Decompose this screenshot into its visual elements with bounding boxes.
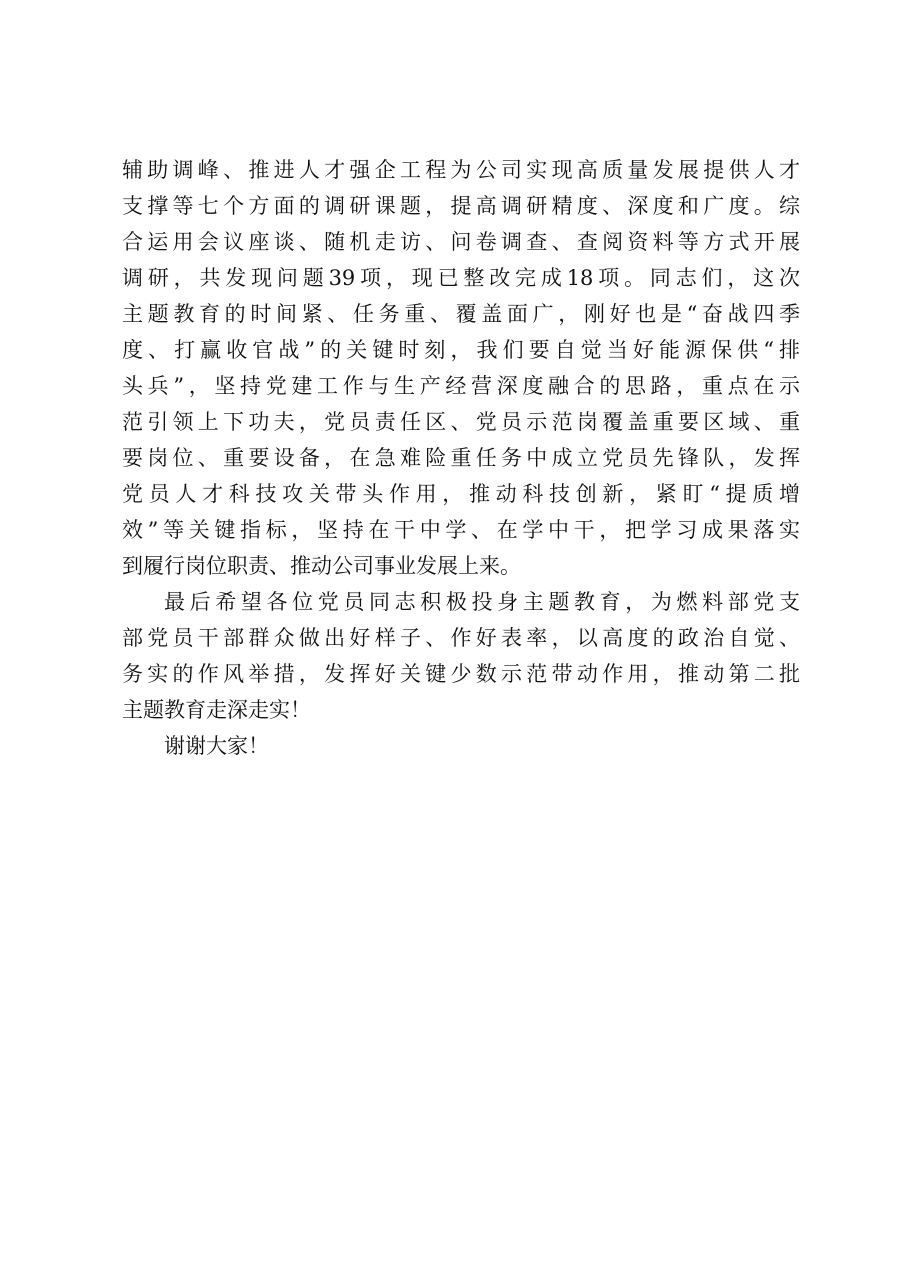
text-line: 效”等关键指标，坚持在干中学、在学中干，把学习成果落实: [122, 518, 800, 542]
text-line: 最后希望各位党员同志积极投身主题教育，为燃料部党支: [164, 590, 800, 614]
text-line: 要岗位、重要设备，在急难险重任务中成立党员先锋队，发挥: [122, 446, 800, 470]
paragraph-thanks: [122, 728, 800, 764]
text-line: 范引领上下功夫，党员责任区、党员示范岗覆盖重要区域、重: [122, 410, 800, 434]
text-line: 主题教育的时间紧、任务重、覆盖面广，刚好也是“奋战四季: [122, 302, 800, 326]
text-line: 辅助调峰、推进人才强企工程为公司实现高质量发展提供人才: [122, 158, 800, 182]
paragraph-closing-hope: [122, 584, 800, 728]
text-line: 到履行岗位职责、推动公司事业发展上来。: [122, 554, 521, 578]
text-line: 合运用会议座谈、随机走访、问卷调查、查阅资料等方式开展: [122, 230, 800, 254]
text-line: 主题教育走深走实！: [122, 698, 311, 722]
text-line: 部党员干部群众做出好样子、作好表率，以高度的政治自觉、: [122, 626, 800, 650]
text-line: 谢谢大家！: [164, 734, 269, 758]
text-line: 务实的作风举措，发挥好关键少数示范带动作用，推动第二批: [122, 662, 800, 686]
text-line: 调研，共发现问题39项，现已整改完成18项。同志们，这次: [122, 266, 800, 290]
text-line: 头兵”，坚持党建工作与生产经营深度融合的思路，重点在示: [122, 374, 800, 398]
text-line: 支撑等七个方面的调研课题，提高调研精度、深度和广度。综: [122, 194, 800, 218]
paragraph-research-summary: [122, 152, 800, 584]
text-line: 度、打赢收官战”的关键时刻，我们要自觉当好能源保供“排: [122, 338, 800, 362]
document-body: [122, 152, 800, 764]
text-line: 党员人才科技攻关带头作用，推动科技创新，紧盯“提质增: [122, 482, 800, 506]
